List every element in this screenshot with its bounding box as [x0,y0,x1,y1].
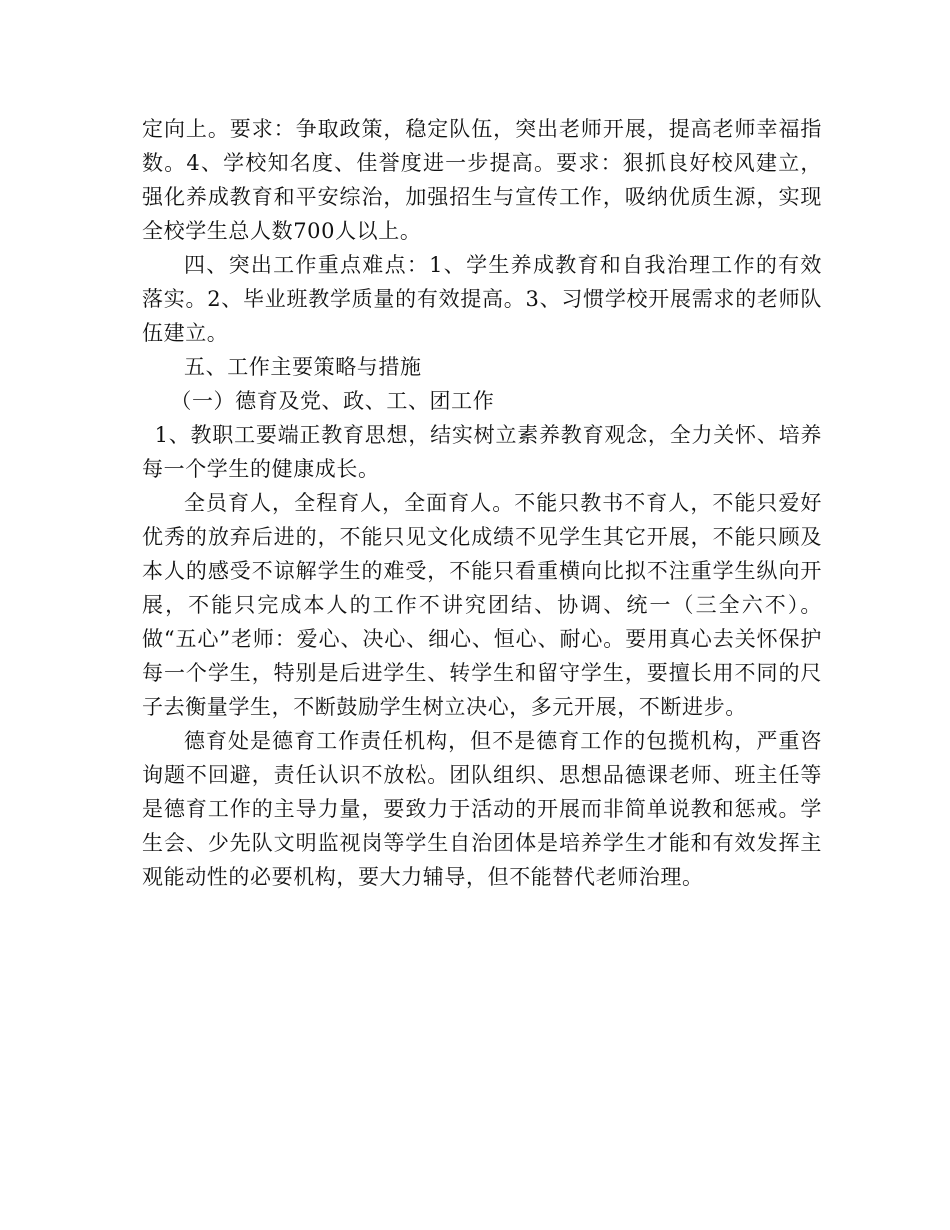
paragraph-whole-staff: 全员育人，全程育人，全面育人。不能只教书不育人，不能只爱好优秀的放弃后进的，不能只见文化成绩不见学生其它开展，不能只顾及本人的感受不谅解学生的难受，不能只看重横向比拟不注重学生纵向开展，不能只完成本人的工作不讲究团结、协调、统一（三全六不）。做“五心”老师：爱心、决心、细心、恒心、耐心。要用真心去关怀保护每一个学生，特别是后进学生、转学生和留守学生，要擅长用不同的尺子去衡量学生，不断鼓励学生树立决心，多元开展，不断进步。 [142,491,822,719]
paragraph-continuation: 定向上。要求：争取政策，稳定队伍，突出老师开展，提高老师幸福指数。4、学校知名度、佳誉度进一步提高。要求：狠抓良好校风建立，强化养成教育和平安综治，加强招生与宣传工作，吸纳优质生源，实现全校学生总人数700人以上。 [142,117,822,243]
paragraph-moral-office: 德育处是德育工作责任机构，但不是德育工作的包揽机构，严重咨询题不回避，责任认识不放松。团队组织、思想品德课老师、班主任等是德育工作的主导力量，要致力于活动的开展而非简单说教和惩戒。学生会、少先队文明监视岗等学生自治团体是培养学生才能和有效发挥主观能动性的必要机构，要大力辅导，但不能替代老师治理。 [142,729,822,889]
paragraph-section-four: 四、突出工作重点难点：1、学生养成教育和自我治理工作的有效落实。2、毕业班教学质量的有效提高。3、习惯学校开展需求的老师队伍建立。 [142,253,822,345]
paragraph-item-one: 1、教职工要端正教育思想，结实树立素养教育观念，全力关怀、培养每一个学生的健康成长。 [142,423,822,481]
document-body [142,112,822,894]
subheading-moral-education: （一）德育及党、政、工、团工作 [170,389,495,413]
heading-section-five: 五、工作主要策略与措施 [184,355,422,379]
